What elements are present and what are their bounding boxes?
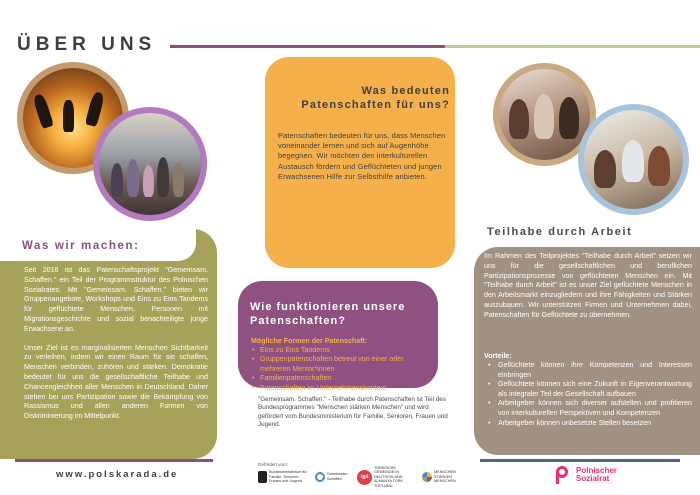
msm-logo-text: MENSCHEN STÄRKEN MENSCHEN: [434, 470, 456, 484]
footer-rule-purple: [15, 459, 213, 462]
gemeinsam-logo: [315, 472, 349, 482]
list-item: • Arbeitgeber können sich diverser aufstellen und profitieren von interkulturellen Perspektiven und Kompetenzen: [484, 399, 692, 418]
teilhabe-text: Im Rahmen des Teilprojektes "Teilhabe durch Arbeit" setzen wir uns für die gesellschaftlichen und beruflichen Partizipationsprozesse von geflüchteten Menschen ein. Mit "Teilhabe durch Arbeit" ist es unser Ziel geflüchtete Menschen in den Arbeitsmarkt einzugliedern und ihre Fähigkeiten und Stärken auszubauen. Wir unterstützen Firmen und Unternehmen dabei, Patenschaften für Geflüchtete zu übernehmen.: [484, 252, 692, 319]
list-item: • Gruppenpatenschaften betreut von einer oder mehreren Mentor*innen: [251, 355, 431, 374]
patenschaft-forms-list: [251, 346, 431, 393]
list-item: • Geflüchtete können ihre Kompetenzen und Interessen einbringen: [484, 361, 692, 380]
polnischer-sozialrat-logo: [556, 466, 636, 484]
list-item: • Patenschaften im Unternehmenskontext: [251, 384, 431, 393]
eagle-icon: [258, 471, 267, 483]
tgd-logo-text: TÜRKISCHE GEMEINDE IN DEUTSCHLAND ALMANYA TÜRK TOPLUMU: [374, 465, 403, 488]
funder-logos: [258, 465, 456, 488]
list-item: • Eins zu Eins Tandems: [251, 346, 431, 355]
teilhabe-heading: Teilhabe durch Arbeit: [487, 226, 633, 238]
funding-note: "Gemeinsam. Schaffen." - Teilhabe durch Patenschaften ist Teil des Bundesprogrammes "Menschen stärken Menschen" und wird gefördert vom Bundesministerium für Familie, Senioren, Frauen und Jugend.: [258, 396, 448, 428]
funktionieren-heading: Wie funktionieren unsere Patenschaften?: [250, 301, 406, 327]
was-wir-machen-paragraph: Seit 2016 ist das Patenschaftsprojekt "Gemeinsam. Schaffen." ein Teil der Programmstruktur des Polnischen Sozialrates. Mit "Gemeinsam. Schaffen." bieten wir Gruppenangebote, Workshops und Eins zu Eins Tandems für geflüchtete Menschen, Personen mit Migrationsgeschichte und sozial benachteiligte junge Erwachsene an.: [24, 266, 208, 333]
list-item: • Familienpatenschaften: [251, 374, 431, 383]
was-wir-machen-heading: Was wir machen:: [22, 240, 140, 252]
list-item: • Arbeitgeber können unbesetzte Stellen besetzen: [484, 419, 692, 429]
was-wir-machen-paragraph: Unser Ziel ist es marginalisierten Menschen Sichtbarkeit zu verleihen, indem wir einen Raum für sie schaffen, Menschen verbinden, zuhören und stärken. Demokratie bedeutet für uns die gesellschaftliche Teilhabe und Chancengleichheit aller Menschen in Deutschland. Daher stehen bei uns Partizipation sowie die Bekämpfung von Rassismus und allen anderen Formen von Diskriminierung im Mittelpunkt.: [24, 343, 208, 421]
header-rule-purple: [170, 45, 445, 48]
org-name: Polnischer Sozialrat: [576, 465, 617, 483]
website-link[interactable]: www.polskarada.de: [56, 469, 179, 480]
gemeinsam-logo-icon: [315, 472, 325, 482]
tgd-logo-icon: tgd: [357, 470, 372, 485]
gemeinsam-logo-text: Gemeinsam. Schaffen.: [327, 472, 349, 481]
vorteile-list: [484, 361, 692, 428]
polnischer-sozialrat-logo-icon: [556, 466, 572, 484]
msm-logo: [422, 470, 460, 484]
bmfsfj-logo: [258, 470, 307, 484]
msm-logo-icon: [422, 472, 432, 482]
list-item: • Geflüchtete können sich eine Zukunft in Eigenverantwortung als integraler Teil der Gesellschaft aufbauen: [484, 380, 692, 399]
patenschaften-heading: Was bedeuten Patenschaften für uns?: [301, 85, 450, 111]
header-rule-green: [445, 45, 700, 48]
funktionieren-subheading: Mögliche Formen der Patenschaft:: [251, 337, 368, 345]
vorteile-heading: Vorteile:: [484, 352, 512, 360]
funded-by-label: Gefördert vom:: [258, 462, 289, 467]
bmfsfj-logo-text: Bundesministerium für Familie, Senioren, Frauen und Jugend: [269, 470, 307, 484]
photo-group-table: [578, 104, 689, 215]
page-title: ÜBER UNS: [17, 34, 157, 55]
tgd-logo: [357, 466, 414, 489]
patenschaften-text: Patenschaften bedeuten für uns, dass Menschen voneinander lernen und sich auf Augenhöhe begegnen. Wir möchten den interkulturellen Austausch fördern und Geflüchteten und jungen Erwachsenen Hilfe zur Selbsthilfe anbieten.: [278, 131, 446, 181]
photo-crowd: [93, 107, 207, 221]
was-wir-machen-text: [24, 266, 208, 431]
footer-rule-blue: [480, 459, 680, 462]
